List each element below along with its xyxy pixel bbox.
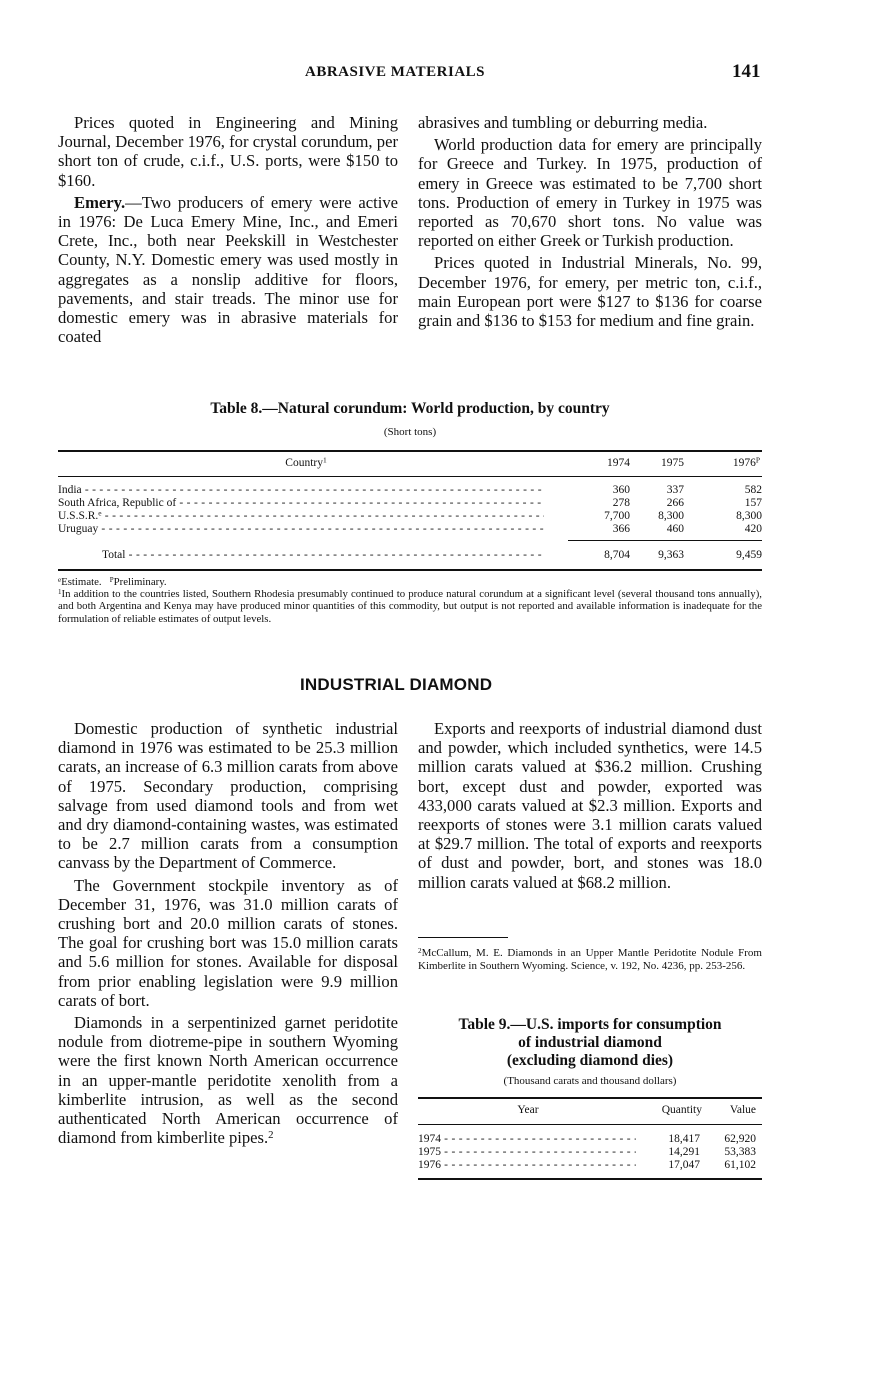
- paragraph-corundum-prices: Prices quoted in Engineering and Mining Journal, December 1976, for crystal corundum, per short ton of crude, c.i.f., U.S. ports, were $150 to $160.: [58, 113, 398, 190]
- table8-1975-cell: 266: [666, 497, 684, 509]
- diamond-right-column: [418, 719, 762, 895]
- table9-value-cell: 61,102: [724, 1159, 756, 1171]
- section-title: INDUSTRIAL DIAMOND: [300, 675, 493, 694]
- table8-1974-cell: 278: [612, 497, 630, 509]
- footnote-rule: [418, 937, 508, 938]
- table8-1976-cell: 420: [744, 523, 762, 535]
- table8-notes: [58, 576, 762, 625]
- table8-1975-cell: 460: [666, 523, 684, 535]
- table8-1975-cell: 8,300: [658, 510, 684, 522]
- table8-country-cell: South Africa, Republic of - - -: [58, 497, 544, 510]
- footnote-mccallum: $^2$McCallum, M. E. Diamonds in an Upper Mantle Peridotite Nodule From Kimberlite in Southern Wyoming. Science, v. 192, No. 4236, pp. 253-256.: [418, 946, 762, 972]
- table8-header-1976: $1976^P$: [732, 455, 760, 469]
- table8-bottom-rule: [58, 569, 762, 571]
- table8-footnote: $^1$In addition to the countries listed, Southern Rhodesia presumably continued to produce natural corundum at a significant level (several thousand tons annually), and both Argentina and Kenya may have produced minor quantities of this commodity, but output is not reported and available information is inadequate for the formulation of reliable estimates of output levels.: [58, 588, 762, 625]
- paragraph-abrasives-continued: abrasives and tumbling or deburring media.: [418, 113, 708, 132]
- table9-quantity-cell: 17,047: [668, 1159, 700, 1171]
- table8-country-cell: U.S.S.R.$^e$ - - -: [58, 510, 544, 523]
- table9-value-cell: 62,920: [724, 1133, 756, 1145]
- table9-title: Table 9.—U.S. imports for consumption of industrial diamond (excluding diamond dies): [458, 1016, 722, 1069]
- table9-header-year: Year: [517, 1104, 539, 1116]
- table8-total-1976: 9,459: [736, 549, 762, 561]
- paragraph-world-emery: World production data for emery are principally for Greece and Turkey. In 1975, production of emery in Greece was estimated to be 7,700 short tons. Production of emery in Turkey in 1975 was reported as 70,670 short tons. No value was reported on either Greek or Turkish production.: [418, 135, 762, 251]
- table9-year-cell: 1976 - - -: [418, 1159, 636, 1172]
- paragraph-emery: Emery.—Two producers of emery were active in 1976: De Luca Emery Mine, Inc., and Emeri Crete, Inc., both near Peekskill in Westchester County, N.Y. Domestic emery was used mostly in aggregates as a nonslip additive for floors, pavements, and stair treads. The minor use for domestic emery was in abrasive materials for coated: [58, 192, 398, 347]
- page-number: 141: [732, 61, 761, 82]
- top-left-column: [58, 113, 398, 349]
- paragraph-exports: Exports and reexports of industrial diamond dust and powder, which included synthetics, were 14.5 million carats valued at $36.2 million. Crushing bort, except dust and powder, exported was 433,000 carats valued at $2.3 million. Exports and reexports of stones were 3.1 million carats valued at $29.7 million. The total of exports and reexports of dust and powder, bort, and stones was 18.0 million carats valued at $68.2 million.: [418, 719, 762, 892]
- table8-country-cell: Uruguay - - -: [58, 523, 544, 536]
- table8-total-1974: 8,704: [604, 549, 630, 561]
- table9-quantity-cell: 18,417: [668, 1133, 700, 1145]
- table9-year-cell: 1974 - - -: [418, 1133, 636, 1146]
- table9-subtitle: (Thousand carats and thousand dollars): [503, 1075, 677, 1087]
- table8-header-1975: 1975: [661, 457, 684, 469]
- diamond-left-column: [58, 719, 398, 1150]
- table8-subtitle: (Short tons): [383, 426, 437, 438]
- table8-top-rule: [58, 450, 762, 452]
- table8-subtotal-rule: [568, 540, 762, 541]
- table9-bottom-rule: [418, 1178, 762, 1180]
- table8-total-label: Total - - -: [102, 549, 544, 562]
- table9-header-value: Value: [729, 1104, 756, 1116]
- table8-country-cell: India - - -: [58, 484, 544, 497]
- paragraph-domestic-production: Domestic production of synthetic industrial diamond in 1976 was estimated to be 25.3 million carats, an increase of 6.3 million carats from above of 1975. Secondary production, comprising salvage from used diamond tools and from wet and dry diamond-containing wastes, was estimated to be 2.7 million carats from a consumption canvass by the Department of Commerce.: [58, 719, 398, 873]
- table8-title: Table 8.—Natural corundum: World production, by country: [210, 400, 610, 417]
- table8-1976-cell: 8,300: [736, 510, 762, 522]
- table8-total-1975: 9,363: [658, 549, 684, 561]
- table8-1974-cell: 366: [612, 523, 630, 535]
- table8-1974-cell: 360: [612, 484, 630, 496]
- table8-1976-cell: 582: [744, 484, 762, 496]
- table8-1976-cell: 157: [744, 497, 762, 509]
- table9-value-cell: 53,383: [724, 1146, 756, 1158]
- paragraph-emery-prices: Prices quoted in Industrial Minerals, No. 99, December 1976, for emery, per metric ton, c.i.f., main European port were $127 to $136 for coarse grain and $136 to $153 for medium and fine grain.: [418, 253, 762, 331]
- table9-quantity-cell: 14,291: [668, 1146, 700, 1158]
- table9-top-rule: [418, 1097, 762, 1099]
- paragraph-wyoming-diamonds: Diamonds in a serpentinized garnet peridotite nodule from diotreme-pipe in southern Wyoming were the first known North American occurrence in an upper-mantle peridotite xenolith from a kimberlite intrusion, as well as the second authenticated North American occurrence of diamond from kimberlite pipes.$^2$: [58, 1013, 398, 1148]
- table9-header-rule: [418, 1124, 762, 1125]
- paragraph-stockpile: The Government stockpile inventory as of December 31, 1976, was 31.0 million carats of crushing bort and 20.0 million carats of stones. The goal for crushing bort was 15.0 million carats and 5.6 million for stones. Available for disposal from prior enabling legislation were 9.9 million carats of bort.: [58, 875, 398, 1010]
- table8-1974-cell: 7,700: [604, 510, 630, 522]
- table8-header-country: Country$^1$: [285, 455, 327, 469]
- table8-header-rule: [58, 476, 762, 477]
- table8-header-1974: 1974: [607, 457, 630, 469]
- table9-year-cell: 1975 - - -: [418, 1146, 636, 1159]
- emery-lead-in: Emery.: [74, 192, 126, 212]
- table8-1975-cell: 337: [666, 484, 684, 496]
- running-header-title: ABRASIVE MATERIALS: [305, 64, 486, 80]
- table8-legend: $^e$Estimate. $^P$Preliminary.: [58, 575, 167, 588]
- top-right-column: [418, 113, 762, 333]
- table9-header-quantity: Quantity: [661, 1104, 702, 1116]
